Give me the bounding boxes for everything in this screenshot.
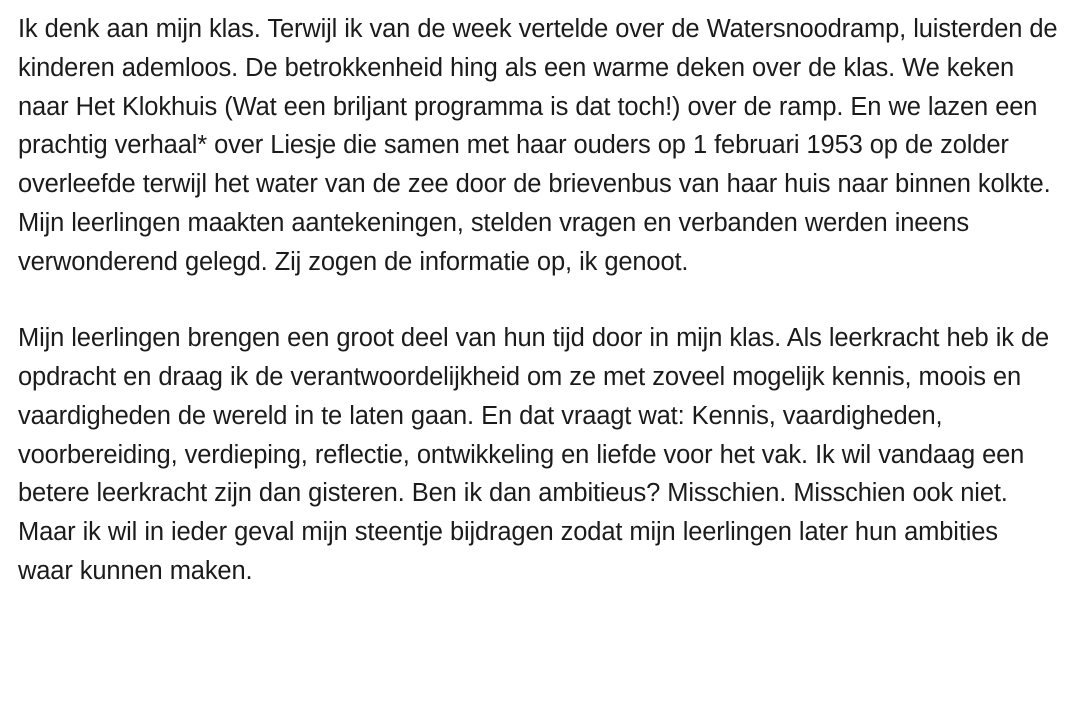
paragraph: Mijn leerlingen brengen een groot deel van hun tijd door in mijn klas. Als leerkracht heb ik de opdracht en draag ik de verantwoordelijkheid om ze met zoveel mogelijk kennis, moois en vaardigheden de wereld in te laten gaan. En dat vraagt wat: Kennis, vaardigheden, voorbereiding, verdieping, reflectie, ontwikkeling en liefde voor het vak. Ik wil vandaag een betere leerkracht zijn dan gisteren. Ben ik dan ambitieus? Misschien. Misschien ook niet. Maar ik wil in ieder geval mijn steentje bijdragen zodat mijn leerlingen later hun ambities waar kunnen maken. <box>18 324 1050 585</box>
paragraph: Ik denk aan mijn klas. Terwijl ik van de week vertelde over de Watersnoodramp, luisterden de kinderen ademloos. De betrokkenheid hing als een warme deken over de klas. We keken naar Het Klokhuis (Wat een briljant programma is dat toch!) over de ramp. En we lazen een prachtig verhaal* over Liesje die samen met haar ouders op 1 februari 1953 op de zolder overleefde terwijl het water van de zee door de brievenbus van haar huis naar binnen kolkte. Mijn leerlingen maakten aantekeningen, stelden vragen en verbanden werden ineens verwonderend gelegd. Zij zogen de informatie op, ik genoot. <box>18 15 1058 276</box>
article-body <box>18 10 1058 591</box>
